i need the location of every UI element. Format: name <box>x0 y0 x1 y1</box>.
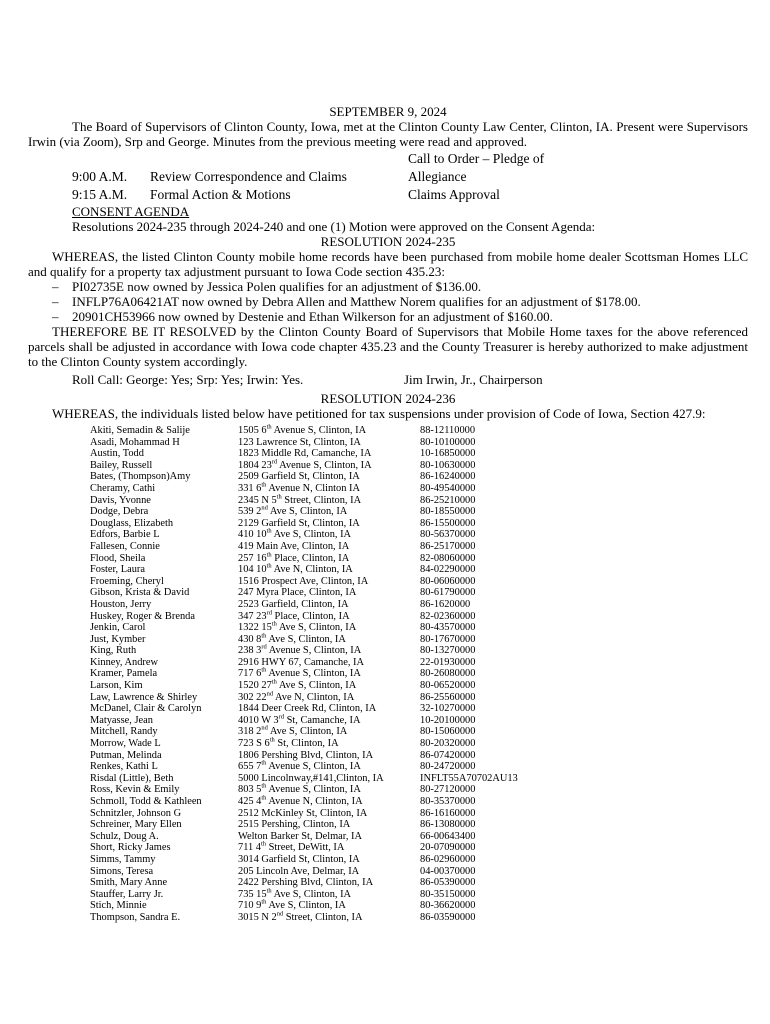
petitioner-name: Davis, Yvonne <box>90 494 151 506</box>
parcel-number: 86-03590000 <box>420 911 476 923</box>
consent-agenda-heading: CONSENT AGENDA <box>72 204 190 219</box>
property-address: 430 8th Ave S, Clinton, IA <box>238 632 346 645</box>
table-row <box>90 622 748 634</box>
table-row <box>90 425 748 437</box>
table-row <box>90 657 748 669</box>
agenda-item: Call to Order – Pledge of Allegiance <box>408 151 545 184</box>
petitioner-name: Bates, (Thompson)Amy <box>90 471 191 483</box>
agenda-block <box>28 150 748 204</box>
property-address: 1806 Pershing Blvd, Clinton, IA <box>238 749 374 761</box>
resolution-236-whereas: WHEREAS, the individuals listed below have petitioned for tax suspensions under provision of Code of Iowa, Section 427.9: <box>52 406 706 421</box>
petitioner-name: King, Ruth <box>90 645 137 657</box>
parcel-number: 20-07090000 <box>420 842 476 854</box>
property-address: 419 Main Ave, Clinton, IA <box>238 540 350 552</box>
agenda-row <box>72 186 748 204</box>
parcel-number: 84-02290000 <box>420 564 476 576</box>
property-address: 1520 27th Ave S, Clinton, IA <box>238 678 357 692</box>
table-row <box>90 912 748 924</box>
petitioner-name: Schnitzler, Johnson G <box>90 807 182 819</box>
table-row <box>90 796 748 808</box>
petitioner-name: Smith, Mary Anne <box>90 877 168 889</box>
table-row <box>90 784 748 796</box>
property-address: 711 4th Street, DeWitt, IA <box>238 840 345 854</box>
parcel-number: 80-17670000 <box>420 633 476 645</box>
petitioner-name: Matyasse, Jean <box>90 714 153 726</box>
property-address: 410 10th Ave S, Clinton, IA <box>238 527 352 541</box>
parcel-number: 32-10270000 <box>420 703 476 715</box>
parcel-number: 80-10100000 <box>420 436 476 448</box>
petitioner-name: Douglass, Elizabeth <box>90 517 174 529</box>
table-row <box>90 553 748 565</box>
property-address: 717 6th Avenue S, Clinton, IA <box>238 667 361 680</box>
parcel-number: 10-16850000 <box>420 448 476 460</box>
roll-call-line <box>72 372 748 387</box>
petitioner-name: Ross, Kevin & Emily <box>90 784 180 796</box>
parcel-number: 86-16160000 <box>420 807 476 819</box>
parcel-number: 80-35370000 <box>420 796 476 807</box>
petitioner-name: Risdal (Little), Beth <box>90 772 174 784</box>
property-address: 1823 Middle Rd, Camanche, IA <box>238 448 372 460</box>
property-address: 2515 Pershing, Clinton, IA <box>238 819 351 831</box>
property-address: 2523 Garfield, Clinton, IA <box>238 598 349 610</box>
table-row <box>90 842 748 854</box>
table-row <box>90 564 748 576</box>
property-address: 104 10th Ave N, Clinton, IA <box>238 562 353 576</box>
property-address: 331 6th Avenue N, Clinton IA <box>238 481 361 494</box>
table-row <box>90 854 748 866</box>
parcel-number: 86-02960000 <box>420 853 476 865</box>
property-address: 2422 Pershing Blvd, Clinton, IA <box>238 877 374 889</box>
property-address: 123 Lawrence St, Clinton, IA <box>238 436 361 448</box>
petitioner-name: Putman, Melinda <box>90 749 162 761</box>
resolution-235-title: RESOLUTION 2024-235 <box>320 234 456 249</box>
parcel-number: 86-1620000 <box>420 598 471 610</box>
parcel-number: 86-05390000 <box>420 877 476 889</box>
table-row <box>90 831 748 843</box>
petitioner-name: Huskey, Roger & Brenda <box>90 610 195 622</box>
adjustment-item <box>28 309 748 324</box>
table-row <box>90 611 748 623</box>
table-row <box>90 645 748 657</box>
table-row <box>90 715 748 727</box>
chairperson-signature: Jim Irwin, Jr., Chairperson <box>404 372 543 387</box>
table-row <box>90 773 748 785</box>
property-address: 539 2nd Ave S, Clinton, IA <box>238 504 348 518</box>
petitioner-name: Froeming, Cheryl <box>90 575 164 587</box>
parcel-number: 86-25170000 <box>420 540 476 552</box>
dash-bullet: – <box>52 309 59 324</box>
agenda-item: Review Correspondence and Claims <box>150 169 347 184</box>
parcel-number: 86-07420000 <box>420 749 476 761</box>
petitioner-name: Cheramy, Cathi <box>90 482 156 494</box>
resolution-235-whereas: WHEREAS, the listed Clinton County mobile home records have been purchased from mobile home dealer Scottsman Homes LLC and qualify for a property tax adjustment pursuant to Iowa Code section 435.23: <box>28 249 748 279</box>
property-address: 347 23rd Place, Clinton, IA <box>238 609 350 622</box>
adjustment-text: 20901CH53966 now owned by Destenie and Ethan Wilkerson for an adjustment of $160.00. <box>72 309 553 324</box>
petitioner-name: Stich, Minnie <box>90 900 147 912</box>
property-address: 723 S 6th St, Clinton, IA <box>238 736 339 750</box>
roll-call-votes: Roll Call: George: Yes; Srp: Yes; Irwin: Yes. <box>72 372 304 387</box>
parcel-number: 80-24720000 <box>420 761 476 773</box>
parcel-number: 86-15500000 <box>420 517 476 529</box>
adjustment-item <box>28 294 748 309</box>
table-row <box>90 900 748 912</box>
petitioner-name: Bailey, Russell <box>90 459 153 471</box>
property-address: 318 2nd Ave S, Clinton, IA <box>238 724 348 738</box>
parcel-number: 80-18550000 <box>420 506 476 518</box>
table-row <box>90 738 748 750</box>
property-address: 2509 Garfield St, Clinton, IA <box>238 471 360 483</box>
property-address: 425 4th Avenue N, Clinton, IA <box>238 794 363 807</box>
agenda-item: Formal Action & Motions <box>150 187 291 202</box>
parcel-number: 82-08060000 <box>420 552 476 564</box>
table-row <box>90 726 748 738</box>
intro-paragraph: The Board of Supervisors of Clinton County, Iowa, met at the Clinton County Law Center, Clinton, IA. Present were Supervisors Irwin (via Zoom), Srp and George. Minutes from the previous meeting were read and approved. <box>28 119 748 149</box>
adjustment-text: INFLP76A06421AT now owned by Debra Allen and Matthew Norem qualifies for an adjustment of $178.00. <box>72 294 641 309</box>
property-address: 2916 HWY 67, Camanche, IA <box>238 656 365 668</box>
resolution-236-title: RESOLUTION 2024-236 <box>320 391 456 406</box>
petitioner-name: Houston, Jerry <box>90 598 152 610</box>
property-address: 3014 Garfield St, Clinton, IA <box>238 853 360 865</box>
table-row <box>90 634 748 646</box>
property-address: Welton Barker St, Delmar, IA <box>238 830 362 842</box>
table-row <box>90 495 748 507</box>
petitioner-name: Stauffer, Larry Jr. <box>90 888 164 900</box>
property-address: 257 16th Place, Clinton, IA <box>238 551 350 564</box>
parcel-number: 86-25560000 <box>420 691 476 703</box>
parcel-number: 82-02360000 <box>420 610 476 622</box>
table-row <box>90 877 748 889</box>
meeting-date: SEPTEMBER 9, 2024 <box>329 104 447 119</box>
parcel-number: 22-01930000 <box>420 656 476 668</box>
petitioner-name: Fallesen, Connie <box>90 540 160 552</box>
table-row <box>90 761 748 773</box>
minutes-page <box>28 104 748 924</box>
parcel-number: 80-56370000 <box>420 529 476 541</box>
petitioner-name: Short, Ricky James <box>90 842 171 854</box>
property-address: 655 7th Avenue S, Clinton, IA <box>238 759 361 773</box>
petitioner-name: Morrow, Wade L <box>90 738 161 750</box>
parcel-number: 86-16240000 <box>420 471 476 483</box>
table-row <box>90 866 748 878</box>
petitioner-name: Kinney, Andrew <box>90 656 159 668</box>
property-address: 1322 15th Ave S, Clinton, IA <box>238 620 357 634</box>
property-address: 205 Lincoln Ave, Delmar, IA <box>238 865 360 877</box>
parcel-number: 86-13080000 <box>420 819 476 831</box>
table-row <box>90 483 748 495</box>
table-row <box>90 541 748 553</box>
property-address: 2512 McKinley St, Clinton, IA <box>238 807 368 819</box>
parcel-number: 80-36620000 <box>420 900 476 912</box>
table-row <box>90 506 748 518</box>
table-row <box>90 576 748 588</box>
petitioner-name: Law, Lawrence & Shirley <box>90 691 198 703</box>
property-address: 2129 Garfield St, Clinton, IA <box>238 517 360 529</box>
parcel-number: 80-43570000 <box>420 622 476 634</box>
petitioner-name: Asadi, Mohammad H <box>90 436 180 448</box>
petitioner-name: Just, Kymber <box>90 633 146 645</box>
property-address: 710 9th Ave S, Clinton, IA <box>238 898 346 912</box>
parcel-number: 10-20100000 <box>420 714 476 726</box>
dash-bullet: – <box>52 279 59 294</box>
table-row <box>90 703 748 715</box>
property-address: 1505 6th Avenue S, Clinton, IA <box>238 423 367 436</box>
petitioner-name: Schmoll, Todd & Kathleen <box>90 796 202 807</box>
table-row <box>90 599 748 611</box>
resolution-235-therefore: THEREFORE BE IT RESOLVED by the Clinton County Board of Supervisors that Mobile Home taxes for the above referenced parcels shall be adjusted in accordance with Iowa code chapter 435.23 and the County Treasurer is hereby authorized to make adjustment to the Clinton County system accordingly. <box>28 324 748 369</box>
parcel-number: 80-35150000 <box>420 888 476 900</box>
table-row <box>90 587 748 599</box>
parcel-number: 80-06060000 <box>420 575 476 587</box>
parcel-number: 86-25210000 <box>420 494 476 506</box>
petitioner-name: Austin, Todd <box>90 448 144 460</box>
petitioner-name: Dodge, Debra <box>90 506 149 518</box>
adjustment-text: PI02735E now owned by Jessica Polen qualifies for an adjustment of $136.00. <box>72 279 482 294</box>
table-row <box>90 437 748 449</box>
table-row <box>90 889 748 901</box>
table-row <box>90 680 748 692</box>
property-address: 3015 N 2nd Street, Clinton, IA <box>238 910 363 923</box>
property-address: 803 5th Avenue S, Clinton, IA <box>238 782 361 796</box>
parcel-number: 80-49540000 <box>420 482 476 494</box>
agenda-row <box>72 150 748 186</box>
petitioner-name: Kramer, Pamela <box>90 668 158 680</box>
parcel-number: 80-13270000 <box>420 645 476 657</box>
table-row <box>90 819 748 831</box>
petitioner-name: Flood, Sheila <box>90 552 146 564</box>
tax-suspension-table <box>90 425 748 924</box>
adjustment-item <box>28 279 748 294</box>
parcel-number: 04-00370000 <box>420 865 476 877</box>
property-address: 735 15th Ave S, Clinton, IA <box>238 887 352 900</box>
petitioner-name: Mitchell, Randy <box>90 726 158 738</box>
consent-agenda-text: Resolutions 2024-235 through 2024-240 and one (1) Motion were approved on the Consent Agenda: <box>72 219 596 234</box>
parcel-number: 80-15060000 <box>420 726 476 738</box>
property-address: 1516 Prospect Ave, Clinton, IA <box>238 575 369 587</box>
adjustment-list <box>28 279 748 324</box>
table-row <box>90 448 748 460</box>
petitioner-name: Renkes, Kathi L <box>90 761 158 773</box>
parcel-number: INFLT55A70702AU13 <box>420 772 518 784</box>
property-address: 302 22nd Ave N, Clinton, IA <box>238 690 355 703</box>
table-row <box>90 668 748 680</box>
agenda-time: 9:15 A.M. <box>72 187 128 202</box>
petitioner-name: Jenkin, Carol <box>90 622 146 634</box>
property-address: 1844 Deer Creek Rd, Clinton, IA <box>238 703 377 715</box>
property-address: 238 3rd Avenue S, Clinton, IA <box>238 643 362 657</box>
table-row <box>90 750 748 762</box>
table-row <box>90 692 748 704</box>
petitioner-name: McDanel, Clair & Carolyn <box>90 703 202 715</box>
table-row <box>90 460 748 472</box>
petitioner-name: Edfors, Barbie L <box>90 529 160 541</box>
property-address: 4010 W 3rd St, Camanche, IA <box>238 713 361 726</box>
property-address: 1804 23rd Avenue S, Clinton, IA <box>238 458 372 471</box>
table-row <box>90 471 748 483</box>
parcel-number: 80-26080000 <box>420 668 476 680</box>
petitioner-name: Simons, Teresa <box>90 865 154 877</box>
petitioner-name: Schulz, Doug A. <box>90 830 159 842</box>
parcel-number: 80-06520000 <box>420 680 476 692</box>
table-row <box>90 529 748 541</box>
parcel-number: 66-00643400 <box>420 830 476 842</box>
agenda-item: Claims Approval <box>408 187 500 202</box>
agenda-time: 9:00 A.M. <box>72 169 128 184</box>
parcel-number: 80-27120000 <box>420 784 476 796</box>
petitioner-name: Foster, Laura <box>90 564 145 576</box>
table-row <box>90 808 748 820</box>
property-address: 247 Myra Place, Clinton, IA <box>238 587 357 599</box>
parcel-number: 80-20320000 <box>420 738 476 750</box>
petitioner-name: Gibson, Krista & David <box>90 587 190 599</box>
table-row <box>90 518 748 530</box>
parcel-number: 80-61790000 <box>420 587 476 599</box>
property-address: 5000 Lincolnway,#141,Clinton, IA <box>238 772 384 784</box>
petitioner-name: Simms, Tammy <box>90 853 156 865</box>
petitioner-name: Schreiner, Mary Ellen <box>90 819 182 831</box>
petitioner-name: Larson, Kim <box>90 680 143 692</box>
parcel-number: 88-12110000 <box>420 425 476 436</box>
property-address: 2345 N 5th Street, Clinton, IA <box>238 493 362 506</box>
dash-bullet: – <box>52 294 59 309</box>
parcel-number: 80-10630000 <box>420 459 476 471</box>
petitioner-name: Thompson, Sandra E. <box>90 911 181 923</box>
petitioner-name: Akiti, Semadin & Salije <box>90 425 190 436</box>
